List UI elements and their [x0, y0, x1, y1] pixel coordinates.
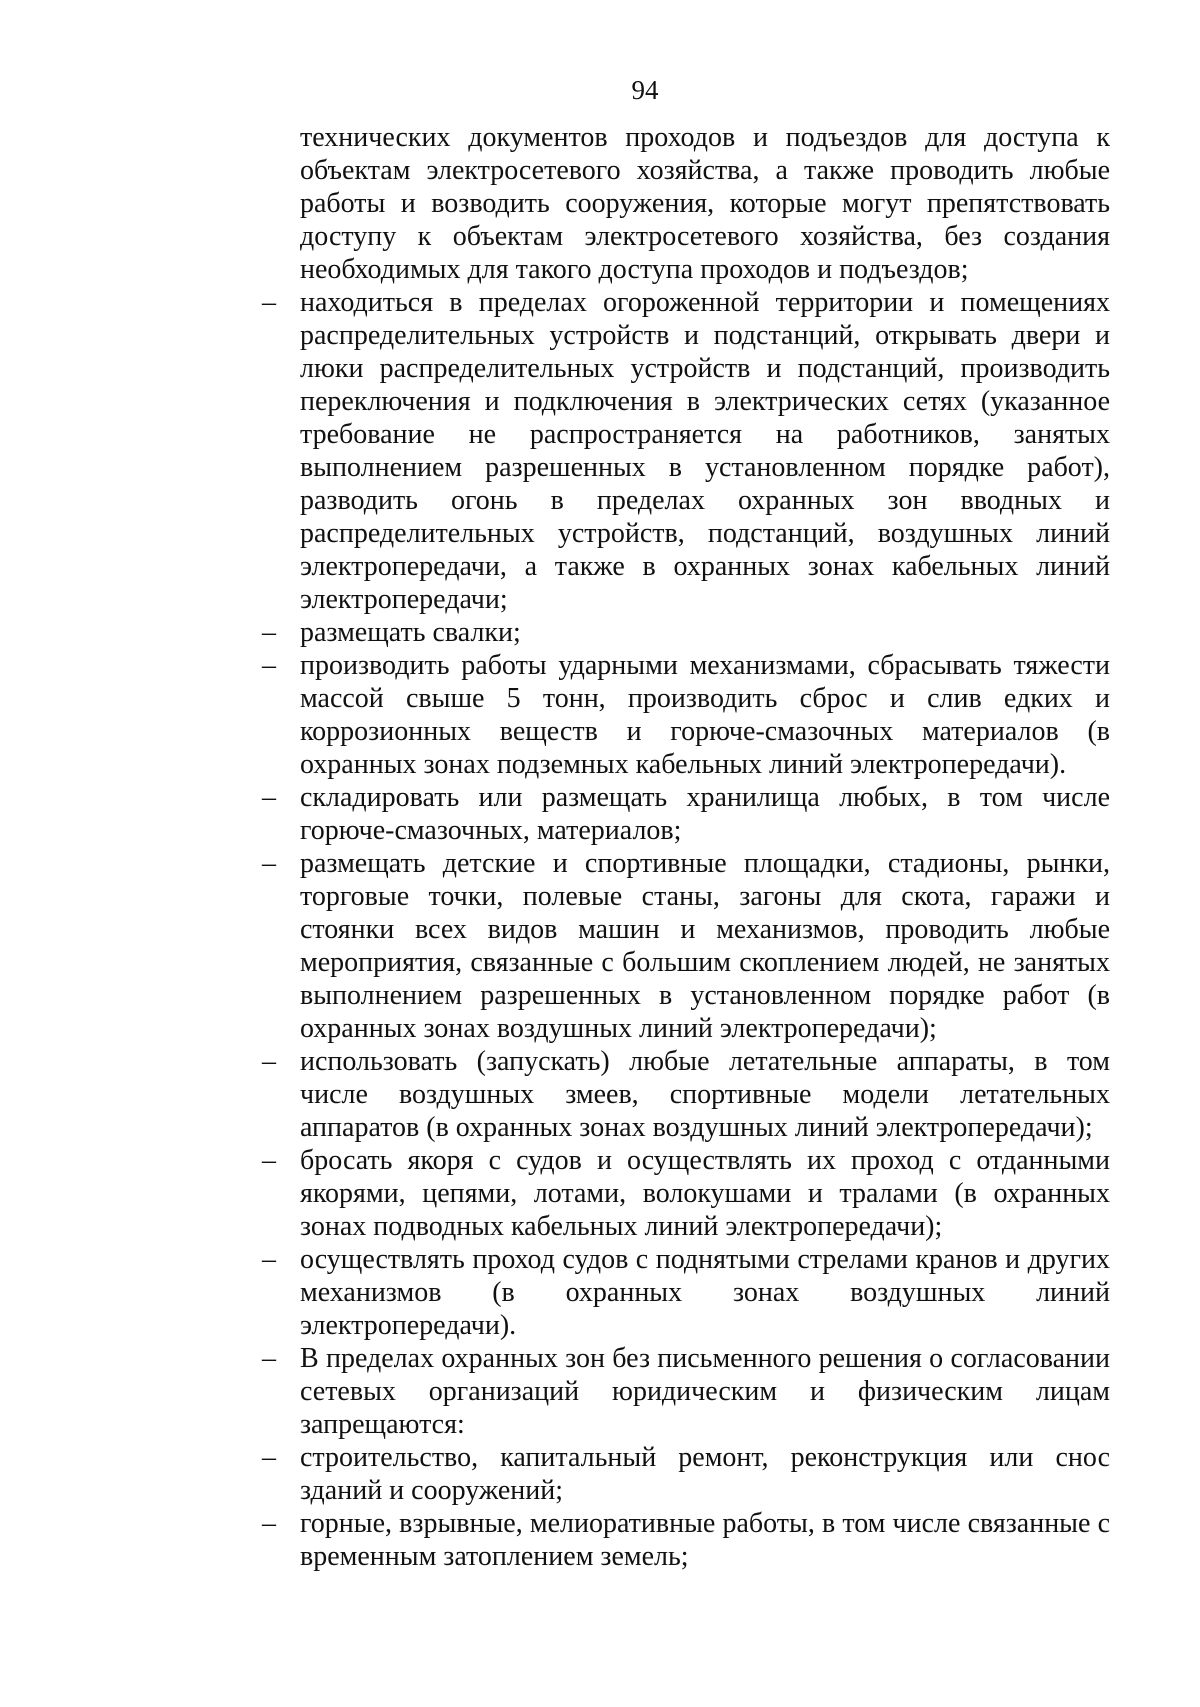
list-item	[262, 1507, 1110, 1573]
list-item	[262, 286, 1110, 616]
list-item-text: находиться в пределах огороженной территории и помещениях распределительных устройств и подстанций, открывать двери и люки распределительных устройств и подстанций, производить переключения и подключения в электрических сетях (указанное требование не распространяется на работников, занятых выполнением разрешенных в установленном порядке работ), разводить огонь в пределах охранных зон вводных и распределительных устройств, подстанций, воздушных линий электропередачи, а также в охранных зонах кабельных линий электропередачи;	[300, 287, 1110, 615]
list-item	[262, 1243, 1110, 1342]
list-item	[262, 1342, 1110, 1441]
list-item-text: осуществлять проход судов с поднятыми стрелами кранов и других механизмов (в охранных зонах воздушных линий электропередачи).	[300, 1244, 1110, 1341]
list-item	[262, 649, 1110, 781]
list-item-text: строительство, капитальный ремонт, реконструкция или снос зданий и сооружений;	[300, 1442, 1110, 1506]
page-number: 94	[631, 75, 659, 105]
list-item-text: В пределах охранных зон без письменного решения о согласовании сетевых организаций юридическим и физическим лицам запрещаются:	[300, 1343, 1110, 1440]
list-item-text: складировать или размещать хранилища любых, в том числе горюче-смазочных, материалов;	[300, 782, 1110, 846]
list-item-text: размещать детские и спортивные площадки, стадионы, рынки, торговые точки, полевые станы, загоны для скота, гаражи и стоянки всех видов машин и механизмов, проводить любые мероприятия, связанные с большим скоплением людей, не занятых выполнением разрешенных в установленном порядке работ (в охранных зонах воздушных линий электропередачи);	[300, 848, 1110, 1044]
list-item	[262, 1144, 1110, 1243]
list-item-text: использовать (запускать) любые летательные аппараты, в том числе воздушных змеев, спортивные модели летательных аппаратов (в охранных зонах воздушных линий электропередачи);	[300, 1046, 1110, 1143]
bullet-dash: –	[262, 1046, 276, 1077]
bullet-dash: –	[262, 1508, 276, 1539]
list-item-text: производить работы ударными механизмами, сбрасывать тяжести массой свыше 5 тонн, производить сброс и слив едких и коррозионных веществ и горюче-смазочных материалов (в охранных зонах подземных кабельных линий электропередачи).	[300, 650, 1110, 780]
list-item-text: горные, взрывные, мелиоративные работы, в том числе связанные с временным затоплением земель;	[300, 1508, 1110, 1572]
list-item	[262, 1441, 1110, 1507]
bullet-dash: –	[262, 650, 276, 681]
list-item	[262, 781, 1110, 847]
document-body	[262, 121, 1110, 1573]
bullet-dash: –	[262, 287, 276, 318]
bullet-dash: –	[262, 848, 276, 879]
list-item	[262, 616, 1110, 649]
bullet-dash: –	[262, 782, 276, 813]
bullet-dash: –	[262, 1244, 276, 1275]
list-item-text: размещать свалки;	[300, 617, 521, 648]
bullet-dash: –	[262, 1442, 276, 1473]
bullet-dash: –	[262, 1343, 276, 1374]
list-item	[262, 1045, 1110, 1144]
bullet-dash: –	[262, 1145, 276, 1176]
list-item	[262, 847, 1110, 1045]
list-item-text: бросать якоря с судов и осуществлять их проход с отданными якорями, цепями, лотами, волокушами и тралами (в охранных зонах подводных кабельных линий электропередачи);	[300, 1145, 1110, 1242]
bullet-dash: –	[262, 617, 276, 648]
intro-paragraph: технических документов проходов и подъездов для доступа к объектам электросетевого хозяйства, а также проводить любые работы и возводить сооружения, которые могут препятствовать доступу к объектам электросетевого хозяйства, без создания необходимых для такого доступа проходов и подъездов;	[300, 122, 1110, 285]
